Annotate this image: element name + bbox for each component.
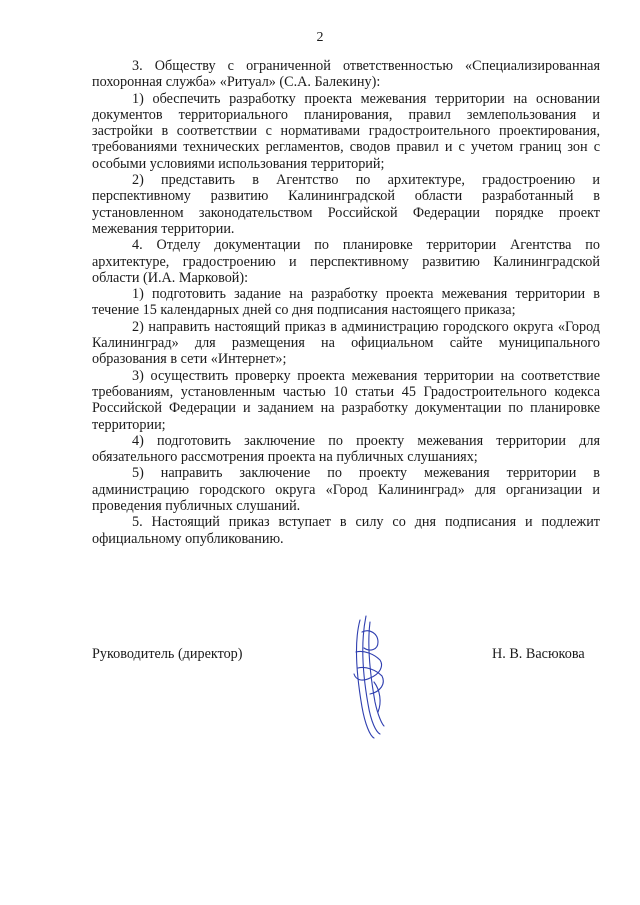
subitem-4-1: 1) подготовить задание на разработку проекта межевания территории в течение 15 календарных дней со дня подписания настоящего приказа;	[92, 286, 600, 319]
subitem-4-2: 2) направить настоящий приказ в администрацию городского округа «Город Калининград» для размещения на официальном сайте муниципального образования в сети «Интернет»;	[92, 318, 600, 368]
subitem-3-2: 2) представить в Агентство по архитектуре, градостроению и перспективному развитию Калининградской области разработанный в установленном законодательством Российской Федерации порядке проект межевания территории.	[92, 172, 600, 237]
subitem-4-4: 4) подготовить заключение по проекту межевания территории для обязательного рассмотрения проекта на публичных слушаниях;	[92, 432, 600, 466]
subitem-4-5: 5) направить заключение по проекту межевания территории в администрацию городского округа «Город Калининград» для организации и проведения публичных слушаний.	[92, 465, 600, 515]
paragraph-item-5: 5. Настоящий приказ вступает в силу со дня подписания и подлежит официальному опубликованию.	[92, 514, 600, 547]
paragraph-item-4: 4. Отделу документации по планировке территории Агентства по архитектуре, градостроению и перспективному развитию Калининградской области (И.А. Марковой):	[92, 237, 600, 286]
page-number: 2	[316, 30, 324, 45]
paragraph-item-3: 3. Обществу с ограниченной ответственностью «Специализированная похоронная служба» «Ритуал» (С.А. Балекину):	[92, 58, 600, 91]
subitem-3-1: 1) обеспечить разработку проекта межевания территории на основании документов территориального планирования, правил землепользования и застройки в соответствии с нормативами градостроительного проектирования, требованиями технических регламентов, сводов правил и с учетом границ зон с особыми условиями использования территорий;	[92, 90, 600, 172]
signer-name: Н. В. Васюкова	[492, 646, 585, 662]
signer-title: Руководитель (директор)	[92, 646, 243, 662]
handwritten-signature	[340, 612, 396, 742]
document-body	[92, 58, 600, 547]
subitem-4-3: 3) осуществить проверку проекта межевания территории на соответствие требованиям, установленным частью 10 статьи 45 Градостроительного кодекса Российской Федерации и заданием на разработку документации по планировке территории;	[92, 367, 600, 433]
